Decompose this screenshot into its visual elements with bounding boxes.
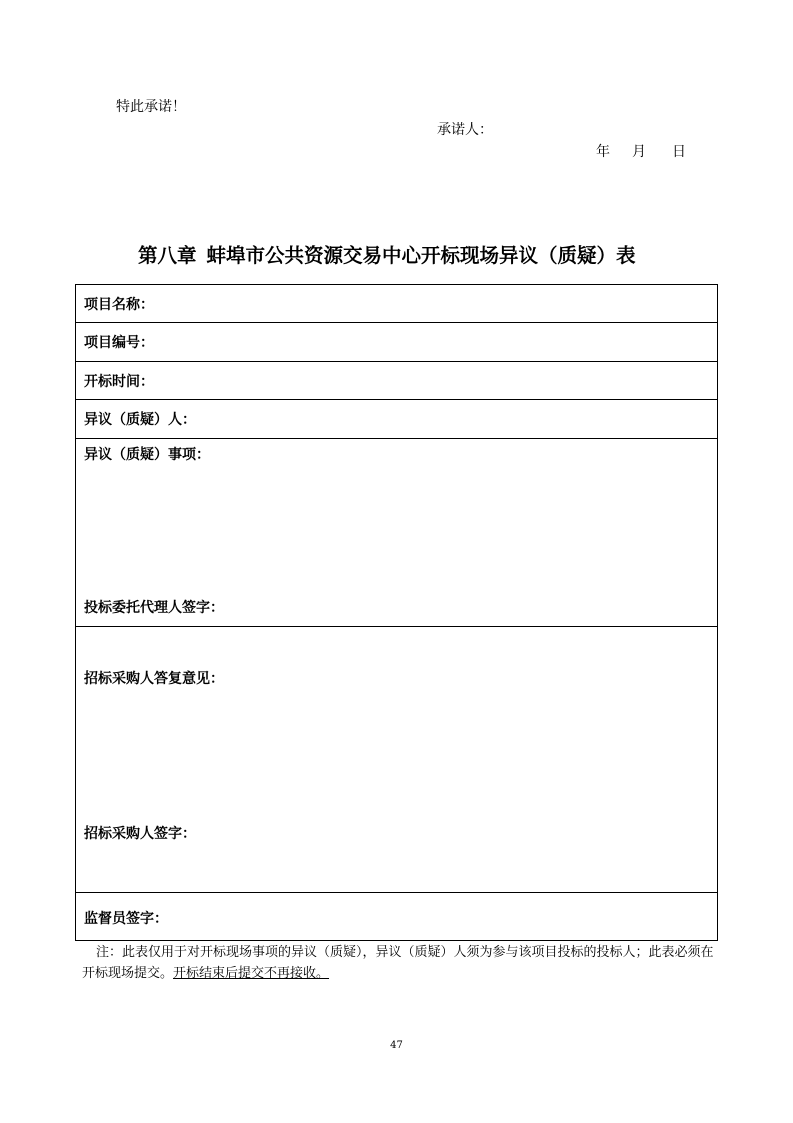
purchaser-reply-label: 招标采购人答复意见： [84,671,224,687]
objection-matter-label: 异议（质疑）事项： [84,447,210,463]
row-project-name [76,285,717,323]
row-open-time [76,362,717,400]
open-time-label: 开标时间： [84,374,154,390]
page-title [138,240,636,268]
form-title: 蚌埠市公共资源交易中心开标现场异议（质疑）表 [206,244,636,267]
supervisor-signature-label: 监督员签字： [84,911,168,927]
objection-form-table [75,284,718,941]
row-project-number [76,323,717,362]
project-number-label: 项目编号： [84,335,154,351]
row-objector [76,400,717,439]
date-day: 日 [672,144,686,160]
objector-label: 异议（质疑）人： [84,412,196,428]
purchaser-signature-label: 招标采购人签字： [84,826,196,842]
footnote [82,942,718,984]
promiser-label: 承诺人： [437,122,493,138]
row-supervisor-signature[interactable] [76,893,717,942]
page-number: 47 [390,1040,403,1051]
date-year: 年 [596,144,610,160]
chapter-label: 第八章 [138,244,197,267]
agent-signature-label: 投标委托代理人签字： [84,600,224,616]
footnote-text: 注：此表仅用于对开标现场事项的异议（质疑），异议（质疑）人须为参与该项目投标的投标人；此表必须在开标现场提交。 [82,945,714,981]
footnote-underlined: 开标结束后提交不再接收。 [173,966,330,981]
closing-text: 特此承诺！ [116,99,186,115]
date-month: 月 [632,144,646,160]
signature-date [596,141,686,161]
row-purchaser-reply[interactable] [76,627,717,893]
row-objection-matter[interactable] [76,439,717,627]
project-name-label: 项目名称： [84,297,154,313]
